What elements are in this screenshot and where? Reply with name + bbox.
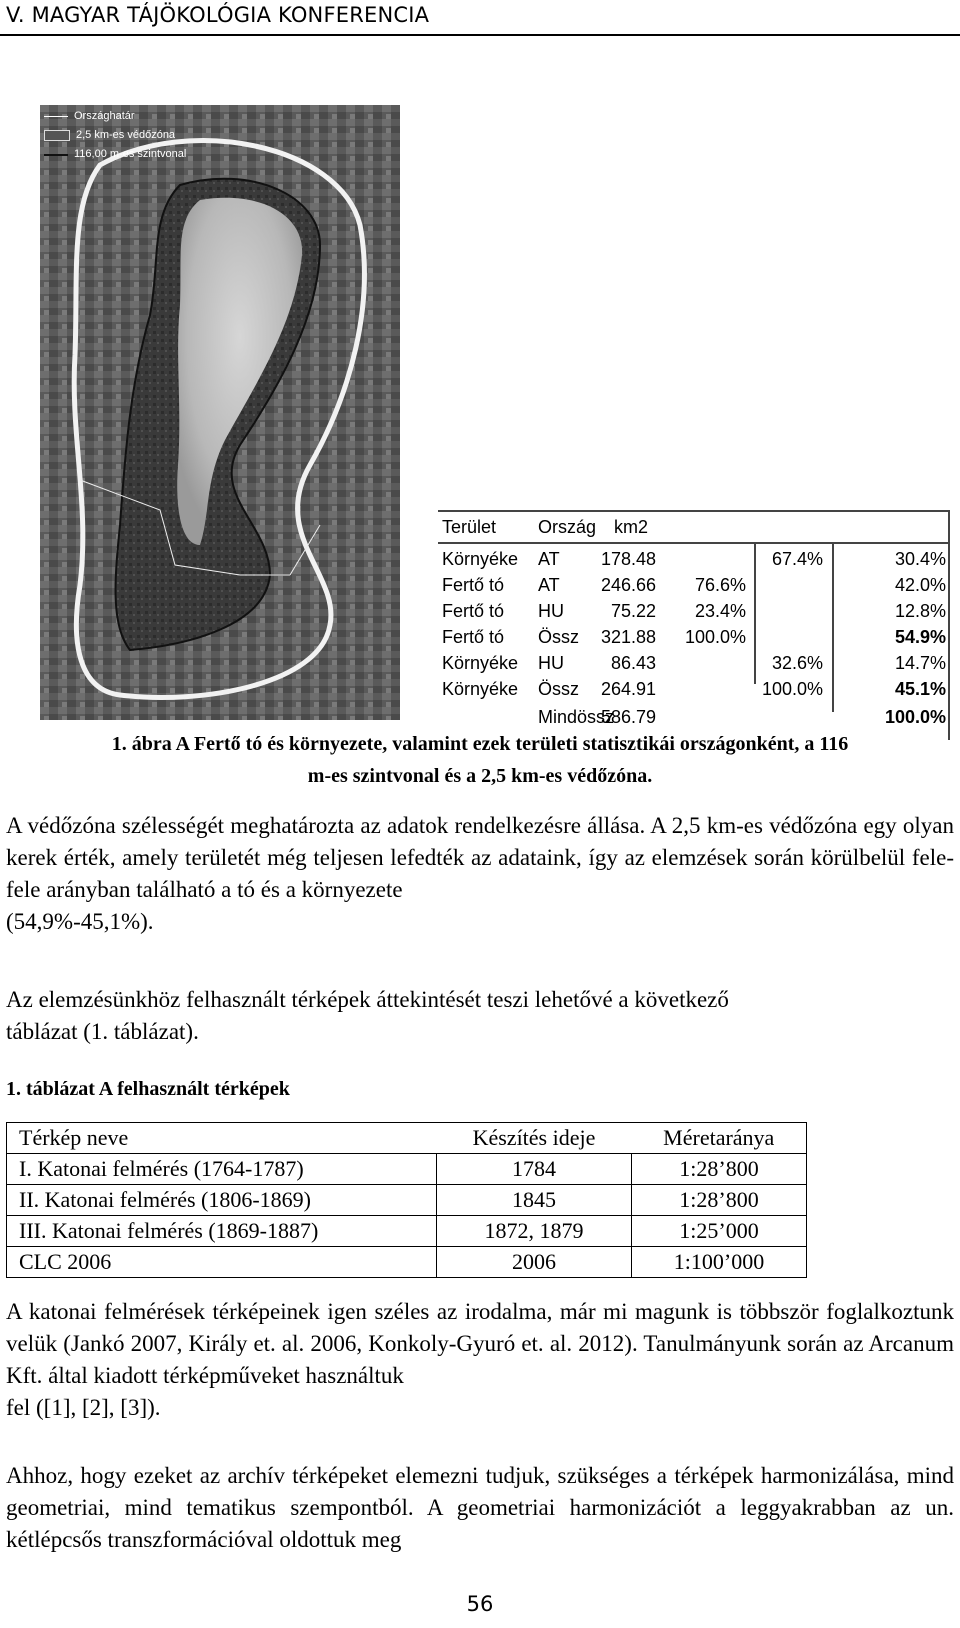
figure-caption: 1. ábra A Fertő tó és környezete, valamint ezek területi statisztikái országonként, a 116 (111, 733, 849, 755)
table-cell: 2006 (437, 1247, 632, 1278)
stats-cell: 100.0% (684, 627, 746, 647)
paragraph-text: táblázat (1. táblázat). (6, 1019, 199, 1044)
stats-cell: 178.48 (600, 549, 656, 569)
stats-row (438, 546, 948, 572)
stats-row (438, 676, 948, 702)
paragraph (6, 1460, 954, 1556)
contour-line-icon (44, 148, 68, 156)
stats-cell: 86.43 (610, 653, 656, 673)
stats-cell: 32.6% (771, 653, 823, 673)
legend-label: Országhatár (74, 110, 135, 122)
stats-cell: Mindössz (538, 707, 615, 727)
stats-cell: Fertő tó (442, 601, 505, 621)
legend-item (44, 145, 194, 164)
maps-table (6, 1122, 807, 1278)
stats-cell: 100.0% (884, 707, 946, 727)
table-header-row (7, 1123, 807, 1154)
stats-row (438, 598, 948, 624)
stats-cell: 42.0% (894, 575, 946, 595)
stats-cell: Környéke (442, 679, 519, 699)
stats-cell: Össz (538, 679, 580, 699)
stats-row (438, 572, 948, 598)
stats-row (438, 650, 948, 676)
page-number: 56 (466, 1592, 494, 1616)
figure-caption: m-es szintvonal és a 2,5 km-es védőzóna. (307, 765, 653, 787)
table-row (7, 1247, 807, 1278)
stats-cell: Fertő tó (442, 575, 505, 595)
paragraph (6, 1296, 954, 1424)
table-caption: 1. táblázat A felhasznált térképek (6, 1078, 290, 1100)
legend-label: 2,5 km-es védőzóna (76, 129, 176, 141)
stats-cell: 586.79 (600, 707, 656, 727)
legend-item (44, 126, 194, 145)
table-header: Térkép neve (7, 1123, 437, 1154)
paragraph-text: A katonai felmérések térképeinek igen széles az irodalma, már mi magunk is többször foglalkoztunk velük (Jankó 2007, Király et. al. 2006, Konkoly-Gyuró et. al. 2012). Tanulmányunk során az Arcanum Kft. által kiadott térképműveket használtuk (6, 1299, 954, 1388)
legend-item (44, 107, 194, 126)
stats-header: Ország (538, 517, 597, 537)
paragraph-text: (54,9%-45,1%). (6, 909, 154, 934)
table-cell: II. Katonai felmérés (1806-1869) (7, 1185, 437, 1216)
running-header: V. MAGYAR TÁJÖKOLÓGIA KONFERENCIA (6, 3, 430, 27)
table-cell: 1:100’000 (632, 1247, 807, 1278)
stats-cell: 100.0% (761, 679, 823, 699)
stats-cell: 23.4% (694, 601, 746, 621)
stats-row (438, 704, 948, 730)
header-rule (0, 34, 960, 36)
stats-header: km2 (614, 517, 649, 537)
stats-cell: 12.8% (894, 601, 946, 621)
table-row (7, 1216, 807, 1247)
table-cell: 1845 (437, 1185, 632, 1216)
table-cell: 1784 (437, 1154, 632, 1185)
legend-label: 116,00 m-es szintvonal (74, 148, 187, 160)
border-line-icon (44, 110, 68, 117)
stats-cell: 14.7% (894, 653, 946, 673)
paragraph-text: Ahhoz, hogy ezeket az archív térképeket elemezni tudjuk, szükséges a térképek harmonizálása, mind geometriai, mind tematikus szempontból. A geometriai harmonizációt a leggyakrabban az un. kétlépcsős transzformációval oldottuk meg (6, 1463, 954, 1552)
stats-cell: HU (538, 601, 564, 621)
stats-cell: 75.22 (610, 601, 656, 621)
table-header: Készítés ideje (437, 1123, 632, 1154)
stats-cell: Környéke (442, 549, 519, 569)
stats-cell: Össz (538, 627, 580, 647)
table-row (7, 1154, 807, 1185)
stats-header-row (438, 514, 948, 540)
table-cell: CLC 2006 (7, 1247, 437, 1278)
table-cell: 1872, 1879 (437, 1216, 632, 1247)
stats-cell: 54.9% (894, 627, 946, 647)
paragraph-text: A védőzóna szélességét meghatározta az adatok rendelkezésre állása. A 2,5 km-es védőzóna egy olyan kerek érték, amely területét még teljesen lefedték az adataink, így az elemzések során körülbelül fele-fele arányban található a tó és a környezete (6, 813, 954, 902)
area-statistics-table (438, 510, 950, 740)
stats-cell: Fertő tó (442, 627, 505, 647)
stats-cell: 321.88 (600, 627, 656, 647)
stats-header: Terület (442, 517, 497, 537)
table-row (7, 1185, 807, 1216)
table-header: Méretaránya (632, 1123, 807, 1154)
stats-cell: 30.4% (894, 549, 946, 569)
satellite-map-image (40, 105, 400, 720)
zone-swatch-icon (44, 130, 70, 141)
stats-divider (438, 542, 948, 544)
stats-cell: AT (538, 549, 560, 569)
table-cell: 1:28’800 (632, 1185, 807, 1216)
paragraph-text: fel ([1], [2], [3]). (6, 1395, 161, 1420)
stats-cell: 76.6% (694, 575, 746, 595)
paragraph-text: Az elemzésünkhöz felhasznált térképek áttekintését teszi lehetővé a következő (6, 987, 729, 1012)
stats-cell: 45.1% (894, 679, 946, 699)
map-legend (44, 107, 194, 164)
table-cell: 1:25’000 (632, 1216, 807, 1247)
stats-cell: 67.4% (771, 549, 823, 569)
stats-cell: Környéke (442, 653, 519, 673)
stats-cell: 264.91 (600, 679, 656, 699)
stats-row (438, 624, 948, 650)
stats-cell: 246.66 (600, 575, 656, 595)
paragraph (6, 984, 954, 1048)
table-cell: I. Katonai felmérés (1764-1787) (7, 1154, 437, 1185)
paragraph (6, 810, 954, 938)
stats-cell: AT (538, 575, 560, 595)
stats-cell: HU (538, 653, 564, 673)
table-cell: III. Katonai felmérés (1869-1887) (7, 1216, 437, 1247)
table-cell: 1:28’800 (632, 1154, 807, 1185)
